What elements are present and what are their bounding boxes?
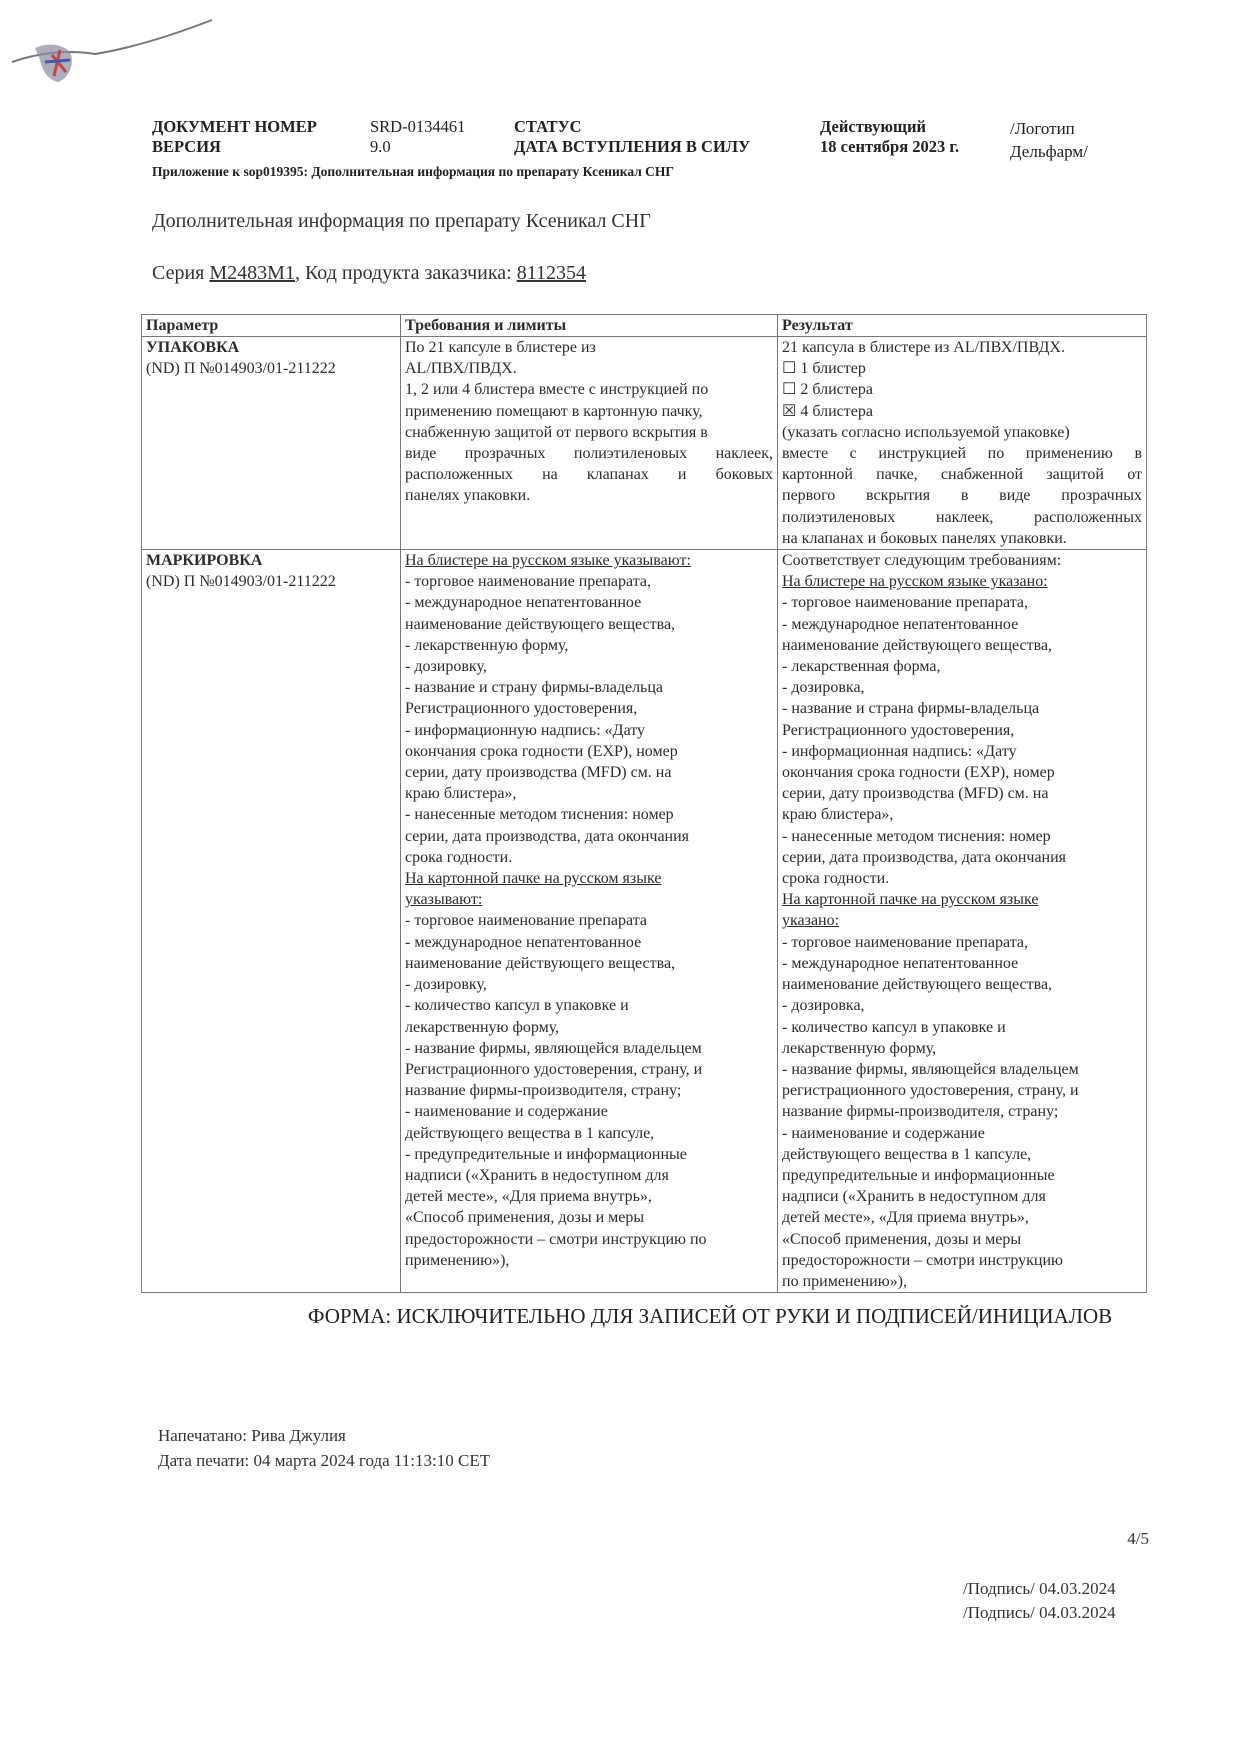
cell-text-line: предосторожности – смотри инструкцию по: [405, 1230, 707, 1248]
column-header-parameter: Параметр: [142, 315, 401, 337]
cell-text-line: - лекарственная форма,: [782, 658, 941, 676]
cell-text-line: «Способ применения, дозы и меры: [782, 1230, 1022, 1248]
pen-mark-scan-artifact: [0, 0, 230, 110]
cell-text-line: - информационную надпись: «Дату: [405, 721, 646, 739]
cell-text-line: снабженную защитой от первого вскрытия в: [405, 423, 708, 441]
cell-text-line: - дозировка,: [782, 679, 865, 697]
cell-text-line: полиэтиленовых наклеек, расположенных: [782, 508, 1142, 526]
form-notice: ФОРМА: ИСКЛЮЧИТЕЛЬНО ДЛЯ ЗАПИСЕЙ ОТ РУКИ И ПОДПИСЕЙ/ИНИЦИАЛОВ: [307, 1304, 1113, 1328]
cell-text-line: предосторожности – смотри инструкцию: [782, 1251, 1063, 1269]
cell-text-line: - нанесенные методом тиснения: номер: [405, 806, 674, 824]
cell-text-line: лекарственную форму,: [782, 1039, 937, 1057]
cell-text-line: надписи («Хранить в недоступном для: [405, 1166, 669, 1184]
cell-text-line: срока годности.: [782, 870, 890, 888]
table-row: [142, 550, 1147, 1293]
cell-text-line: ☐ 1 блистер: [782, 360, 866, 378]
cell-text-line: указывают:: [405, 891, 483, 909]
cell-text-line: Регистрационного удостоверения, страну, и: [405, 1060, 703, 1078]
cell-text-line: окончания срока годности (EXP), номер: [405, 742, 678, 760]
parameter-cell: [142, 550, 401, 1293]
version-label: ВЕРСИЯ: [152, 137, 221, 156]
doc-number: SRD-0134461: [370, 117, 466, 136]
cell-text-line: действующего вещества в 1 капсуле,: [782, 1145, 1032, 1163]
cell-text-line: наименование действующего вещества,: [782, 636, 1053, 654]
cell-text-line: AL/ПВХ/ПВДХ.: [405, 360, 517, 378]
cell-text-line: - лекарственную форму,: [405, 636, 569, 654]
status-value: Действующий: [820, 117, 926, 136]
print-date: Дата печати: 04 марта 2024 года 11:13:10 CET: [158, 1451, 491, 1470]
cell-text-line: - международное непатентованное: [782, 615, 1019, 633]
printed-by: Напечатано: Рива Джулия: [158, 1426, 346, 1445]
status-label: СТАТУС: [514, 117, 582, 136]
cell-text-line: серии, дату производства (MFD) см. на: [405, 764, 672, 782]
parameter-reference: (ND) П №014903/01-211222: [146, 360, 336, 378]
cell-text-line: серии, дату производства (MFD) см. на: [782, 785, 1049, 803]
signature-1: /Подпись/ 04.03.2024: [963, 1579, 1116, 1598]
cell-text-line: - информационная надпись: «Дату: [782, 742, 1017, 760]
cell-text-line: срока годности.: [405, 848, 513, 866]
table-row: [142, 337, 1147, 550]
page-number: 4/5: [1127, 1529, 1149, 1548]
cell-text-line: - международное непатентованное: [405, 933, 642, 951]
cell-text-line: вместе с инструкцией по применению в: [782, 445, 1142, 463]
series-label: Серия: [152, 262, 210, 284]
parameter-name: УПАКОВКА: [146, 339, 240, 356]
cell-text-line: регистрационного удостоверения, страну, и: [782, 1082, 1079, 1100]
cell-text-line: лекарственную форму,: [405, 1018, 560, 1036]
cell-text-line: краю блистера»,: [782, 806, 894, 824]
cell-text-line: (указать согласно используемой упаковке): [782, 423, 1070, 441]
cell-text-line: - название фирмы, являющейся владельцем: [782, 1060, 1079, 1078]
cell-text-line: краю блистера»,: [405, 785, 517, 803]
cell-text-line: панелях упаковки.: [405, 487, 531, 505]
effective-date: 18 сентября 2023 г.: [820, 137, 960, 156]
cell-text-line: - наименование и содержание: [782, 1124, 985, 1142]
cell-text-line: - международное непатентованное: [782, 954, 1019, 972]
version-value: 9.0: [370, 137, 391, 156]
cell-text-line: - количество капсул в упаковке и: [782, 1018, 1006, 1036]
product-code: 8112354: [516, 262, 586, 284]
cell-text-line: предупредительные и информационные: [782, 1166, 1055, 1184]
cell-text-line: первого вскрытия в виде прозрачных: [782, 487, 1142, 505]
cell-text-line: на клапанах и боковых панелях упаковки.: [782, 529, 1067, 547]
cell-text-line: - название фирмы, являющейся владельцем: [405, 1039, 702, 1057]
cell-text-line: На блистере на русском языке указано:: [782, 573, 1048, 591]
cell-text-line: Регистрационного удостоверения,: [405, 700, 638, 718]
cell-text-line: - торговое наименование препарата,: [782, 933, 1029, 951]
page-title: Дополнительная информация по препарату Ксеникал СНГ: [152, 210, 651, 232]
cell-text-line: виде прозрачных полиэтиленовых наклеек,: [405, 445, 773, 463]
result-cell: [778, 550, 1147, 1293]
cell-text-line: серии, дата производства, дата окончания: [405, 827, 690, 845]
cell-text-line: - предупредительные и информационные: [405, 1145, 687, 1163]
cell-text-line: - торговое наименование препарата,: [782, 594, 1029, 612]
cell-text-line: детей месте», «Для приема внутрь»,: [782, 1209, 1029, 1227]
cell-text-line: - международное непатентованное: [405, 594, 642, 612]
cell-text-line: - нанесенные методом тиснения: номер: [782, 827, 1051, 845]
cell-text-line: - дозировку,: [405, 976, 487, 994]
cell-text-line: - дозировка,: [782, 997, 865, 1015]
cell-text-line: - количество капсул в упаковке и: [405, 997, 629, 1015]
cell-text-line: ☐ 2 блистера: [782, 381, 873, 399]
cell-text-line: Соответствует следующим требованиям:: [782, 552, 1062, 570]
cell-text-line: расположенных на клапанах и боковых: [405, 466, 773, 484]
parameter-reference: (ND) П №014903/01-211222: [146, 573, 336, 591]
column-header-result: Результат: [778, 315, 1147, 337]
doc-number-label: ДОКУМЕНТ НОМЕР: [152, 117, 317, 136]
cell-text-line: надписи («Хранить в недоступном для: [782, 1188, 1046, 1206]
parameter-cell: [142, 337, 401, 550]
series-number: M2483M1: [209, 262, 295, 284]
cell-text-line: - название и страну фирмы-владельца: [405, 679, 664, 697]
cell-text-line: Регистрационного удостоверения,: [782, 721, 1015, 739]
logo-placeholder-line2: Дельфарм/: [1010, 142, 1088, 161]
series-line: [152, 262, 586, 285]
cell-text-line: действующего вещества в 1 капсуле,: [405, 1124, 655, 1142]
cell-text-line: На картонной пачке на русском языке: [782, 891, 1039, 909]
cell-text-line: применению помещают в картонную пачку,: [405, 402, 703, 420]
result-cell: [778, 337, 1147, 550]
cell-text-line: - наименование и содержание: [405, 1103, 608, 1121]
cell-text-line: 21 капсула в блистере из AL/ПВХ/ПВДХ.: [782, 339, 1065, 356]
cell-text-line: На блистере на русском языке указывают:: [405, 552, 691, 570]
cell-text-line: ☒ 4 блистера: [782, 402, 873, 420]
cell-text-line: 1, 2 или 4 блистера вместе с инструкцией по: [405, 381, 709, 399]
cell-text-line: наименование действующего вещества,: [782, 976, 1053, 994]
cell-text-line: название фирмы-производителя, страну;: [782, 1103, 1059, 1121]
cell-text-line: «Способ применения, дозы и меры: [405, 1209, 645, 1227]
cell-text-line: окончания срока годности (EXP), номер: [782, 764, 1055, 782]
cell-text-line: картонной пачке, снабженной защитой от: [782, 466, 1142, 484]
cell-text-line: указано:: [782, 912, 840, 930]
cell-text-line: - торговое наименование препарата,: [405, 573, 652, 591]
requirements-cell: [401, 337, 778, 550]
table-header-row: [142, 315, 1147, 337]
cell-text-line: название фирмы-производителя, страну;: [405, 1082, 682, 1100]
cell-text-line: детей месте», «Для приема внутрь»,: [405, 1188, 652, 1206]
effective-date-label: ДАТА ВСТУПЛЕНИЯ В СИЛУ: [514, 137, 751, 156]
requirements-cell: [401, 550, 778, 1293]
cell-text-line: наименование действующего вещества,: [405, 615, 676, 633]
cell-text-line: серии, дата производства, дата окончания: [782, 848, 1067, 866]
cell-text-line: наименование действующего вещества,: [405, 954, 676, 972]
cell-text-line: На картонной пачке на русском языке: [405, 870, 662, 888]
cell-text-line: По 21 капсуле в блистере из: [405, 339, 596, 356]
parameter-name: МАРКИРОВКА: [146, 552, 263, 570]
cell-text-line: - торговое наименование препарата: [405, 912, 648, 930]
appendix-line: Приложение к sop019395: Дополнительная информация по препарату Ксеникал СНГ: [152, 164, 675, 179]
logo-placeholder-line1: /Логотип: [1010, 119, 1075, 138]
product-code-label: , Код продукта заказчика:: [294, 262, 517, 284]
signature-2: /Подпись/ 04.03.2024: [963, 1603, 1116, 1622]
cell-text-line: по применению»),: [782, 1272, 907, 1290]
cell-text-line: - дозировку,: [405, 658, 487, 676]
specification-table: [141, 314, 1147, 1293]
cell-text-line: - название и страна фирмы-владельца: [782, 700, 1040, 718]
cell-text-line: применению»),: [405, 1251, 510, 1269]
column-header-requirements: Требования и лимиты: [401, 315, 778, 337]
